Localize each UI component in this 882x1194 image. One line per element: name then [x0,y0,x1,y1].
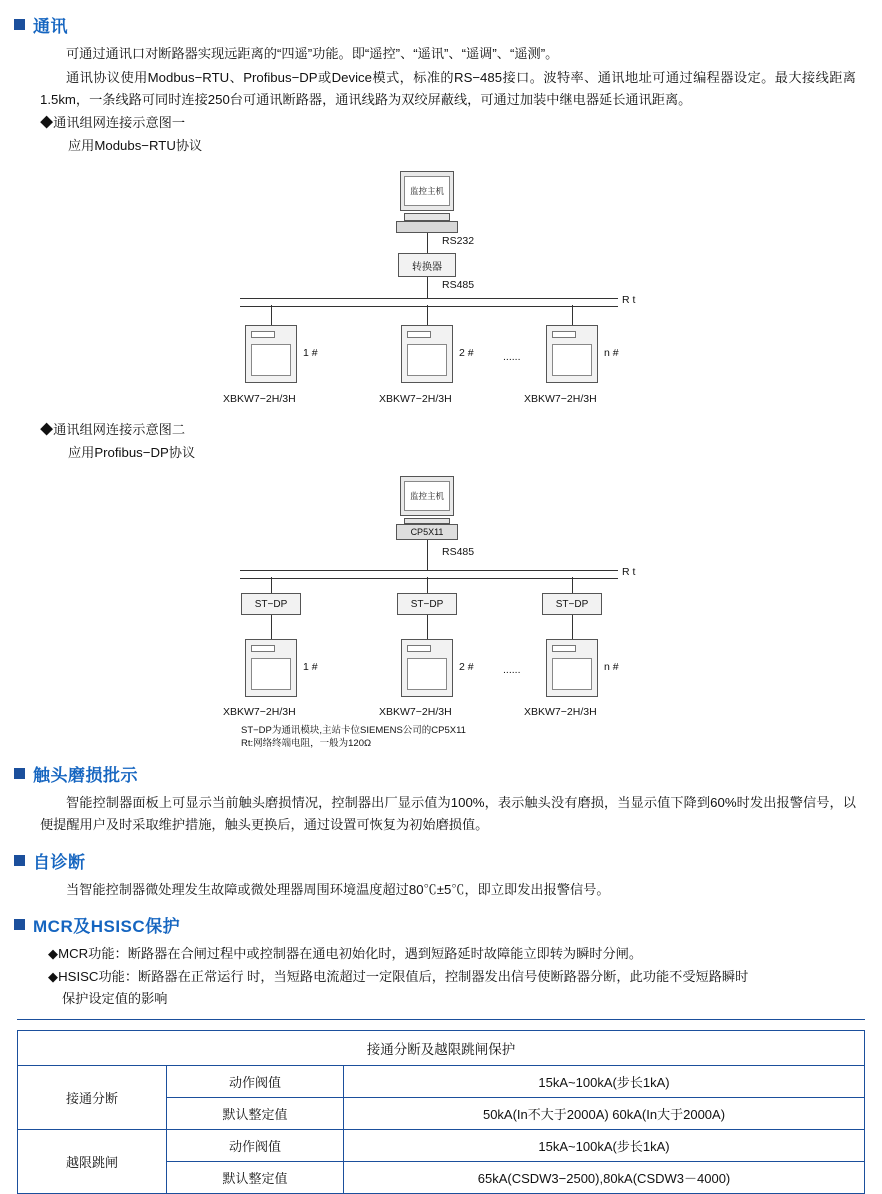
row-value-4: 65kA(CSDW3−2500),80kA(CSDW3－4000) [344,1161,865,1193]
label-rt-1: R t [622,294,636,307]
drop-1-3 [572,305,573,325]
label-rs485-2: RS485 [442,546,475,559]
label-rs485-1: RS485 [442,279,475,292]
figure1-subtitle: 应用Modubs−RTU协议 [68,137,203,153]
host-monitor-label-1: 监控主机 [404,176,450,206]
drop-1-1 [271,305,272,325]
section-heading-contact-wear [0,761,882,786]
host-stand-1 [404,213,450,221]
drop-1-2 [427,305,428,325]
device-caption-2-n: XBKW7−2H/3H [524,706,597,719]
bullet-square-icon [14,768,25,779]
table-title-row [18,1030,865,1065]
converter-box [398,253,456,277]
device-caption-2: XBKW7−2H/3H [379,393,452,406]
row-group-2: 越限跳闸 [18,1129,167,1193]
stdp-module-n [542,593,602,615]
host-base-1 [396,221,458,233]
bullet-square-icon [14,855,25,866]
figure1-bullet: ◆通讯组网连接示意图一 [40,115,186,131]
row-param-4: 默认整定值 [167,1161,344,1193]
device-window [552,658,592,690]
device-display-bar [251,331,275,338]
section-title: 自诊断 [33,852,86,872]
mcr-bullet-2-cont: 保护设定值的影响 [62,991,168,1007]
table-top-rule [17,1019,865,1020]
stdp-module-2 [397,593,457,615]
device-caption-n: XBKW7−2H/3H [524,393,597,406]
device-number-2: 2 # [459,347,474,360]
drop-2-2 [427,577,428,593]
breaker-device-2-1 [245,639,297,697]
device-caption-2-2: XBKW7−2H/3H [379,706,452,719]
device-number-2-1: 1 # [303,661,318,674]
mcr-bullet-1: ◆MCR功能：断路器在合闸过程中或控制器在通电初始化时，遇到短路延时故障能立即转为瞬时分闸。 [48,946,643,962]
host-monitor-1 [400,171,454,211]
row-param-3: 动作阀值 [167,1129,344,1161]
table-row [18,1065,865,1097]
device-ellipsis-2: ...... [503,664,521,677]
device-number-2-n: n # [604,661,619,674]
breaker-device-1 [245,325,297,383]
device-window [552,344,592,376]
row-value-1: 15kA~100kA(步长1kA) [344,1065,865,1097]
row-param-2: 默认整定值 [167,1097,344,1129]
breaker-device-2-n [546,639,598,697]
device-number-n: n # [604,347,619,360]
drop-2-1 [271,577,272,593]
row-group-1: 接通分断 [18,1065,167,1129]
table-title: 接通分断及越限跳闸保护 [18,1030,865,1065]
link-stdp-dev-1 [271,615,272,639]
device-window [407,344,447,376]
wear-paragraph: 智能控制器面板上可显示当前触头磨损情况，控制器出厂显示值为100%，表示触头没有磨损，当显示值下降到60%时发出报警信号，以便提醒用户及时采取维护措施，触头更换后，通过设置可恢复为初始磨损值。 [40,795,856,832]
bullet-square-icon [14,919,25,930]
link-rs232 [427,233,428,253]
device-display-bar [407,645,431,652]
device-number-2-2: 2 # [459,661,474,674]
device-display-bar [552,645,576,652]
row-value-2: 50kA(In不大于2000A) 60kA(In大于2000A) [344,1097,865,1129]
device-display-bar [251,645,275,652]
cp5x11-label: CP5X11 [410,527,444,538]
figure2-subtitle: 应用Profibus−DP协议 [68,444,196,460]
network-diagram-modbus [0,161,882,411]
device-display-bar [552,331,576,338]
selftest-paragraph: 当智能控制器微处理发生故障或微处理器周围环境温度超过80℃±5℃，即立即发出报警信号。 [66,881,610,897]
breaker-device-2 [401,325,453,383]
breaker-device-n [546,325,598,383]
breaker-device-2-2 [401,639,453,697]
drop-2-3 [572,577,573,593]
diagram-note-2: Rt:网络终端电阻，一般为120Ω [241,738,372,750]
row-value-3: 15kA~100kA(步长1kA) [344,1129,865,1161]
comm-paragraph-2: 通讯协议使用Modbus−RTU、Profibus−DP或Device模式，标准的RS−485接口。波特率、通讯地址可通过编程器设定。最大接线距离1.5km，一条线路可同时连接250台可通讯断路器，通讯线路为双绞屏蔽线，可通过加装中继电器延长通讯距离。 [40,69,856,107]
section-heading-self-diagnosis [0,848,882,873]
bus-line-1 [240,298,618,307]
device-number-1: 1 # [303,347,318,360]
device-window [251,658,291,690]
host-monitor-2 [400,476,454,516]
cp5x11-card [396,524,458,540]
link-stdp-dev-2 [427,615,428,639]
section-title: MCR及HSISC保护 [33,917,181,937]
device-window [407,658,447,690]
converter-label: 转换器 [412,261,442,273]
link-rs485-2 [427,540,428,570]
comm-paragraph-1: 可通过通讯口对断路器实现远距离的“四遥”功能。即“遥控”、“遥讯”、“遥调”、“遥测”。 [66,46,559,61]
bullet-square-icon [14,19,25,30]
section-title: 通讯 [33,17,68,36]
device-caption-1: XBKW7−2H/3H [223,393,296,406]
label-rt-2: R t [622,566,636,579]
stdp-module-1 [241,593,301,615]
link-stdp-dev-n [572,615,573,639]
host-monitor-label-2: 监控主机 [404,481,450,511]
device-window [251,344,291,376]
stdp-label-2: ST−DP [410,598,444,610]
bus-line-2 [240,570,618,579]
mcr-bullet-2: ◆HSISC功能：断路器在正常运行 时，当短路电流超过一定限值后，控制器发出信号使断路器分断，此功能不受短路瞬时 [48,968,749,984]
diagram-note-1: ST−DP为通讯模块,主站卡位SIEMENS公司的CP5X11 [241,725,466,737]
figure2-bullet: ◆通讯组网连接示意图二 [40,422,186,438]
device-caption-2-1: XBKW7−2H/3H [223,706,296,719]
network-diagram-profibus [0,468,882,750]
section-heading-communication [0,12,882,37]
protection-settings-table [17,1030,865,1194]
stdp-label-n: ST−DP [555,598,589,610]
row-param-1: 动作阀值 [167,1065,344,1097]
section-heading-mcr-hsisc [0,912,882,937]
device-display-bar [407,331,431,338]
stdp-label-1: ST−DP [254,598,288,610]
section-title: 触头磨损批示 [33,766,138,786]
device-ellipsis-1: ...... [503,351,521,364]
table-row [18,1129,865,1161]
label-rs232: RS232 [442,235,475,248]
